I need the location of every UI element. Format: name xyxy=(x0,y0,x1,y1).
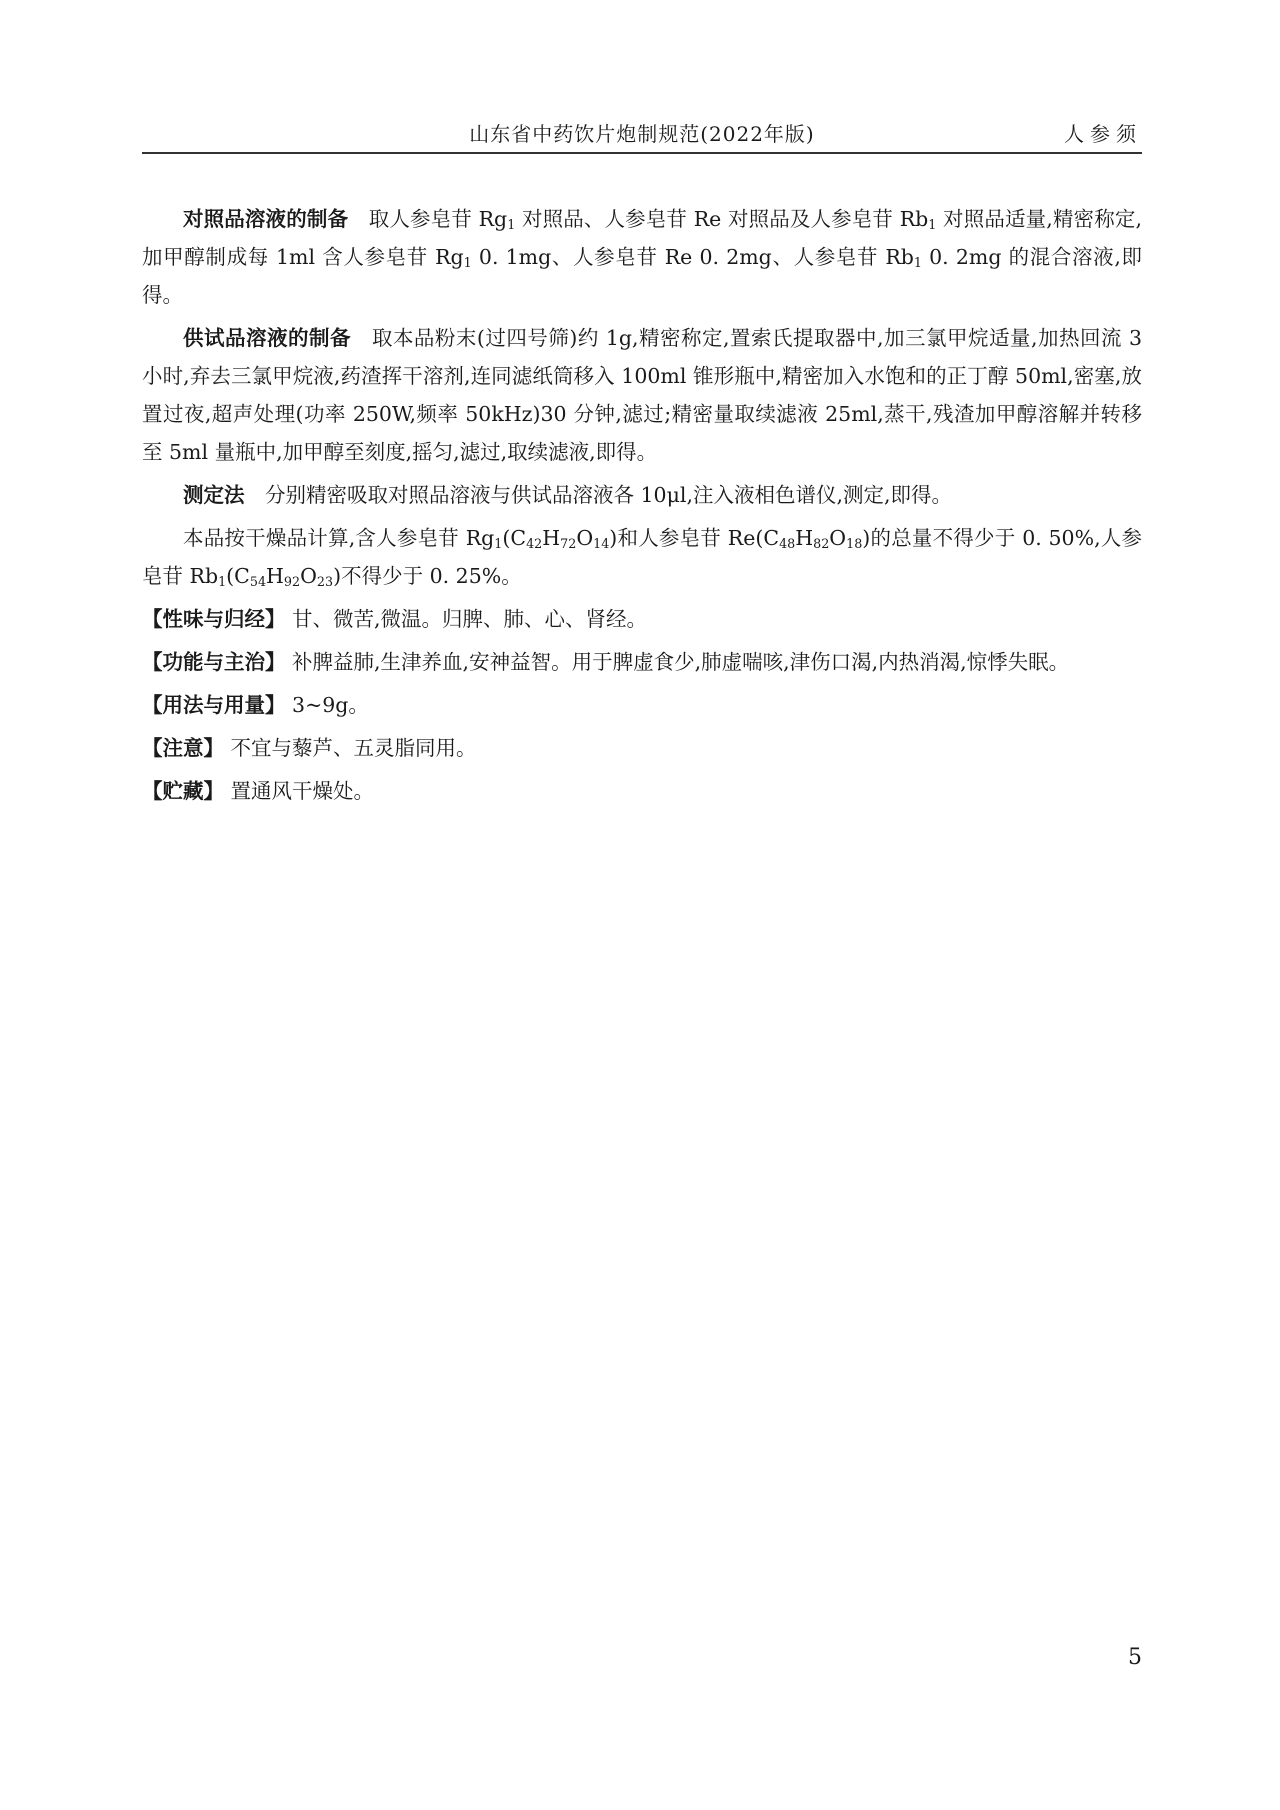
text-fragment: )不得少于 0. 25%。 xyxy=(333,564,522,588)
subscript: 1 xyxy=(507,217,516,233)
text-fragment: 取人参皂苷 Rg xyxy=(368,207,508,231)
subscript: 1 xyxy=(463,255,472,271)
heading-method: 测定法 xyxy=(183,483,245,507)
heading-function: 【功能与主治】 xyxy=(142,650,286,674)
text-fragment: 对照品适量,精密称定,加甲醇制成每 1ml 含人参皂苷 Rg xyxy=(142,207,1142,269)
paragraph-storage xyxy=(142,772,1142,810)
running-title: 山东省中药饮片炮制规范(2022年版) xyxy=(469,122,815,146)
page-number: 5 xyxy=(1128,1645,1142,1670)
subscript: 82 xyxy=(813,536,830,552)
subscript: 92 xyxy=(283,574,301,590)
text-fragment: 0. 1mg、人参皂苷 Re 0. 2mg、人参皂苷 Rb xyxy=(471,245,914,269)
subscript: 54 xyxy=(249,574,267,590)
usage-text: 3~9g。 xyxy=(292,693,369,717)
document-body xyxy=(142,200,1142,815)
text-fragment: O xyxy=(576,526,594,550)
paragraph-nature xyxy=(142,600,1142,638)
method-text: 分别精密吸取对照品溶液与供试品溶液各 10μl,注入液相色谱仪,测定,即得。 xyxy=(265,483,953,507)
page-header xyxy=(142,112,1142,152)
subscript: 14 xyxy=(593,536,610,552)
heading-ref-solution: 对照品溶液的制备 xyxy=(183,207,349,231)
subscript: 23 xyxy=(316,574,334,590)
text-fragment: (C xyxy=(226,564,250,588)
paragraph-usage xyxy=(142,686,1142,724)
heading-test-solution: 供试品溶液的制备 xyxy=(183,326,351,350)
text-fragment: 0. 2mg 的混合溶液,即得。 xyxy=(142,245,1142,307)
subscript: 42 xyxy=(526,536,543,552)
header-divider xyxy=(142,152,1142,154)
section-title: 人参须 xyxy=(1064,122,1142,146)
subscript: 1 xyxy=(913,255,922,271)
caution-text: 不宜与藜芦、五灵脂同用。 xyxy=(230,736,477,760)
paragraph-ref-solution xyxy=(142,200,1142,314)
text-fragment: 本品按干燥品计算,含人参皂苷 Rg xyxy=(183,526,495,550)
heading-nature: 【性味与归经】 xyxy=(142,607,286,631)
nature-text: 甘、微苦,微温。归脾、肺、心、肾经。 xyxy=(292,607,648,631)
text-fragment: H xyxy=(266,564,284,588)
paragraph-method xyxy=(142,476,1142,514)
text-fragment: 对照品、人参皂苷 Re 对照品及人参皂苷 Rb xyxy=(515,207,929,231)
paragraph-caution xyxy=(142,729,1142,767)
heading-storage: 【贮藏】 xyxy=(142,779,224,803)
heading-usage: 【用法与用量】 xyxy=(142,693,286,717)
paragraph-limit xyxy=(142,519,1142,595)
paragraph-function xyxy=(142,643,1142,681)
paragraph-test-solution xyxy=(142,319,1142,471)
text-fragment: (C xyxy=(502,526,527,550)
text-fragment: H xyxy=(542,526,561,550)
subscript: 72 xyxy=(560,536,577,552)
text-fragment: )的总量不得少于 0. 50%,人参皂苷 Rb xyxy=(142,526,1143,588)
text-fragment: )和人参皂苷 Re(C xyxy=(609,526,780,550)
subscript: 18 xyxy=(846,536,863,552)
storage-text: 置通风干燥处。 xyxy=(230,779,375,803)
subscript: 1 xyxy=(494,536,503,552)
text-fragment: H xyxy=(795,526,814,550)
text-fragment: O xyxy=(829,526,847,550)
test-solution-text: 取本品粉末(过四号筛)约 1g,精密称定,置索氏提取器中,加三氯甲烷适量,加热回流 3 小时,弃去三氯甲烷液,药渣挥干溶剂,连同滤纸筒移入 100ml 锥形瓶中,精密加入水饱和的正丁醇 50ml,密塞,放置过夜,超声处理(功率 250W,频率 50kHz)30 分钟,滤过;精密量取续滤液 25ml,蒸干,残渣加甲醇溶解并转移至 5ml 量瓶中,加甲醇至刻度,摇匀,滤过,取续滤液,即得。 xyxy=(142,326,1142,464)
function-text: 补脾益肺,生津养血,安神益智。用于脾虚食少,肺虚喘咳,津伤口渴,内热消渴,惊悸失眠。 xyxy=(292,650,1070,674)
heading-caution: 【注意】 xyxy=(142,736,224,760)
subscript: 48 xyxy=(779,536,796,552)
subscript: 1 xyxy=(218,574,227,590)
text-fragment: O xyxy=(300,564,317,588)
subscript: 1 xyxy=(928,217,937,233)
